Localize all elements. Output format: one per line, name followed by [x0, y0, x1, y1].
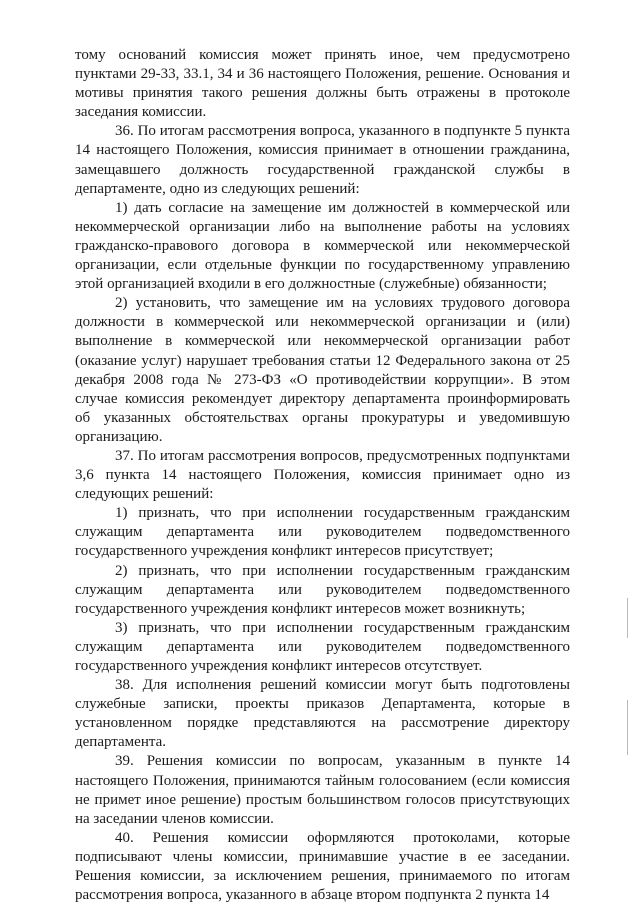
paragraph: 37. По итогам рассмотрения вопросов, предусмотренных подпунктами 3,6 пункта 14 настоящего Положения, комиссия принимает одно из следующих решений:	[75, 447, 570, 503]
paragraph: 40. Решения комиссии оформляются протоколами, которые подписывают члены комиссии, принимавшие участие в ее заседании. Решения комиссии, за исключением решения, принимаемого по итогам рассмотрения вопроса, указанного в абзаце втором подпункта 2 пункта 14	[75, 829, 570, 904]
paragraph: 2) установить, что замещение им на условиях трудового договора должности в коммерческой или некоммерческой организации и (или) выполнение в коммерческой или некоммерческой организации работ (оказание услуг) нарушает требования статьи 12 Федерального закона от 25 декабря 2008 года № 273-ФЗ «О противодействии коррупции». В этом случае комиссия рекомендует директору департамента проинформировать об указанных обстоятельствах органы прокуратуры и уведомившую организацию.	[75, 295, 570, 445]
paragraph: 1) признать, что при исполнении государственным гражданским служащим департамента или руководителем подведомственного государственного учреждения конфликт интересов присутствует;	[75, 505, 570, 560]
paragraph: 1) дать согласие на замещение им должностей в коммерческой или некоммерческой организации либо на выполнение работы на условиях гражданско-правового договора в коммерческой или некоммерческой организации, если отдельные функции по государственному управлению этой организацией входили в его должностные (служебные) обязанности;	[75, 199, 570, 293]
scan-edge-mark	[627, 700, 628, 755]
paragraph: 2) признать, что при исполнении государственным гражданским служащим департамента или руководителем подведомственного государственного учреждения конфликт интересов может возникнуть;	[75, 562, 570, 617]
paragraph: тому оснований комиссия может принять иное, чем предусмотрено пунктами 29-33, 33.1, 34 и 36 настоящего Положения, решение. Основания и мотивы принятия такого решения должны быть отражены в протоколе заседания комиссии.	[75, 47, 570, 121]
paragraph: 3) признать, что при исполнении государственным гражданским служащим департамента или руководителем подведомственного государственного учреждения конфликт интересов отсутствует.	[75, 619, 570, 674]
paragraph: 38. Для исполнения решений комиссии могут быть подготовлены служебные записки, проекты приказов Департамента, которые в установленном порядке представляются на рассмотрение директору департамента.	[75, 677, 570, 751]
document-body	[75, 46, 570, 905]
paragraph: 39. Решения комиссии по вопросам, указанным в пункте 14 настоящего Положения, принимаются тайным голосованием (если комиссия не примет иное решение) простым большинством голосов присутствующих на заседании членов комиссии.	[75, 753, 570, 827]
scan-edge-mark	[627, 598, 628, 638]
paragraph: 36. По итогам рассмотрения вопроса, указанного в подпункте 5 пункта 14 настоящего Положения, комиссия принимает в отношении гражданина, замещавшего должность государственной гражданской службы в департаменте, одно из следующих решений:	[75, 123, 570, 197]
